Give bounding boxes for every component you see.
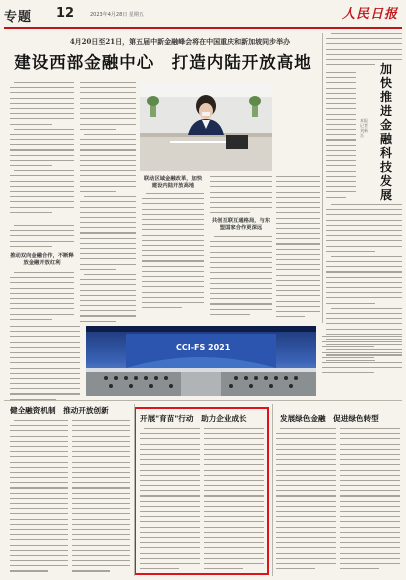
lead-subhead-3: 共创互联互通格局，与东盟国家合作更深远 [211, 218, 271, 231]
lead-title: 建设西部金融中心 打造内陆开放高地 [14, 53, 312, 72]
bottom-col-5 [340, 428, 400, 573]
bottom-article-title-3: 发展绿色金融 促进绿色转型 [280, 414, 379, 423]
bottom-col-1 [10, 420, 68, 576]
masthead [0, 0, 406, 30]
bottom-column-rule-2 [272, 404, 273, 576]
highlighted-col-2 [204, 428, 264, 573]
lead-subhead-1: 推动双向金融合作，不断释放金融开放红利 [10, 253, 74, 266]
newspaper-logo: 人民日报 [341, 7, 398, 22]
bottom-column-rule-1 [134, 404, 135, 576]
sidebar-byline: 本报记者 刘新吾 [360, 118, 368, 138]
highlighted-col-1 [140, 428, 200, 573]
column-rule-right [322, 33, 323, 323]
summit-stage-photo [86, 326, 316, 396]
bottom-article-title-2: 开展"育苗"行动 助力企业成长 [140, 414, 247, 423]
lead-text-column-5 [276, 176, 320, 321]
lead-subhead-2: 联动区域金融改革，加快建设内陆开放高地 [143, 176, 203, 189]
lead-text-lower-left [10, 326, 80, 404]
bank-counter-photo [140, 83, 272, 171]
summit-stage-illustration [86, 326, 316, 396]
lead-kicker: 4月20日至21日，第五届中新金融峰会将在中国重庆和新加坡同步举办 [69, 37, 291, 46]
page-number: 12 [56, 6, 75, 21]
bottom-article-title-1: 健全融资机制 推动开放创新 [10, 406, 109, 415]
section-rule-bottom [4, 400, 402, 401]
bank-counter-illustration [140, 83, 272, 171]
header-rule [4, 27, 402, 29]
lead-text-column-3 [142, 193, 204, 312]
lead-text-column-4 [210, 176, 272, 218]
sidebar-title: 加快推进金融科技发展 [379, 62, 392, 202]
lead-text-column-2 [80, 82, 136, 326]
lead-text-column-1b [10, 225, 74, 251]
summit-sign-text: CCI-FS 2021 [176, 343, 231, 352]
section-label: 专题 [4, 10, 33, 25]
right-text-left-narrow [326, 72, 356, 202]
lead-text-column-4b [210, 236, 272, 319]
bottom-col-2 [72, 420, 130, 576]
lead-text-column-1c [10, 272, 74, 324]
lead-text-column-1 [10, 82, 74, 217]
publication-date: 2023年4月28日 星期五 [90, 12, 144, 18]
bottom-col-4 [276, 428, 336, 573]
right-caption-lines [322, 336, 402, 378]
